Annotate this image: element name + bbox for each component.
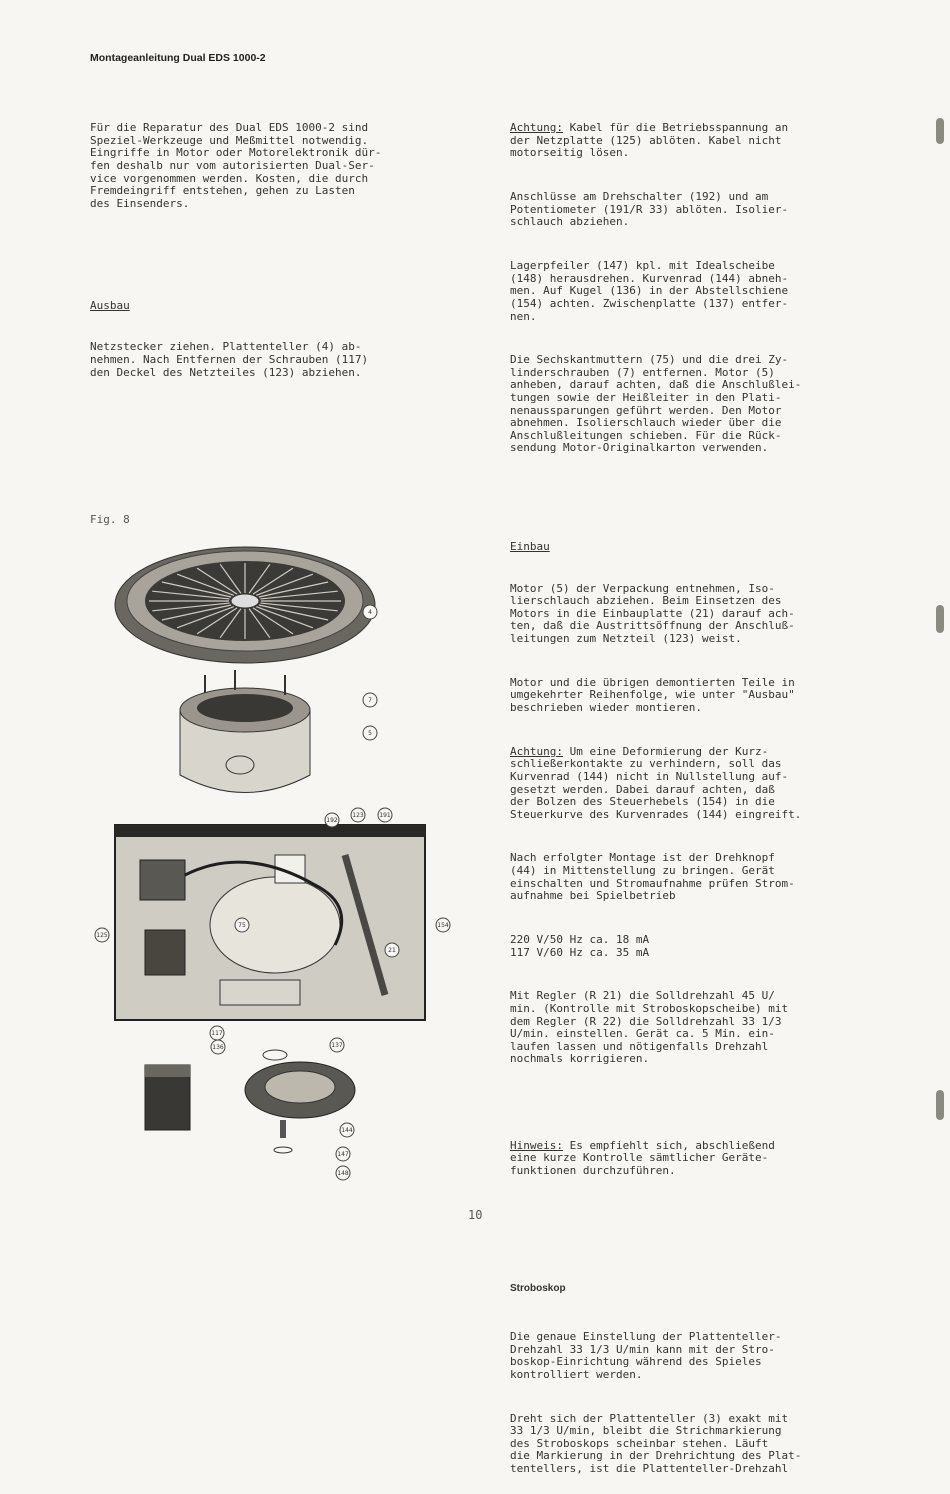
callout-label: 75	[238, 922, 246, 929]
callout-label: 5	[368, 730, 372, 737]
einbau-paragraph-1: Motor (5) der Verpackung entnehmen, Iso- lierschlauch abziehen. Beim Einsetzen des Motors in die Einbauplatte (21) darauf ach- ten, daß die Austrittsöffnung der Anschluß- leitungen zum Netzteil (123) weist.	[510, 581, 795, 645]
platter-drawing	[115, 547, 375, 663]
callout-label: 148	[337, 1170, 349, 1177]
stroboskop-paragraph-2: Dreht sich der Plattenteller (3) exakt mit 33 1/3 U/min, bleibt die Strichmarkierung des Stroboskops scheinbar stehen. Läuft die Markierung in der Drehrichtung des Plat- tentellers, ist die Plattenteller-Drehzahl	[510, 1411, 802, 1476]
callout-label: 123	[352, 812, 364, 819]
motor-drawing	[180, 670, 310, 793]
achtung-label: Achtung:	[510, 121, 563, 135]
callout-label: 4	[368, 609, 372, 616]
achtung-paragraph-2	[510, 746, 870, 822]
chassis-drawing	[115, 825, 425, 1020]
exploded-view-illustration	[85, 525, 465, 1177]
paragraph-anschluesse: Anschlüsse am Drehschalter (192) und am Potentiometer (191/R 33) ablöten. Isolier- schlauch abziehen.	[510, 190, 789, 229]
callout-label: 21	[388, 947, 396, 954]
hinweis-text: Es empfiehlt sich, abschließend eine kurze Kontrolle sämtlicher Geräte- funktionen durchzuführen.	[510, 1138, 775, 1177]
ausbau-heading: Ausbau	[90, 298, 130, 312]
einbau-heading: Einbau	[510, 539, 550, 553]
ausbau-paragraph: Netzstecker ziehen. Plattenteller (4) ab- nehmen. Nach Entfernen der Schrauben (117) den Deckel des Netzteiles (123) abziehen.	[90, 340, 369, 379]
callout-label: 192	[326, 817, 338, 824]
achtung-label: Achtung:	[510, 744, 563, 758]
paragraph-sechskantmuttern: Die Sechskantmuttern (75) und die drei Zy- linderschrauben (7) entfernen. Motor (5) anheben, darauf achten, daß die Anschlußlei- tungen sowie der Heißleiter in den Plati- nenaussparungen geführt werden. Den Motor abnehmen. Isolierschlauch wieder über die Anschlußleitungen schieben. Für die Rück- sendung Motor-Originalkarton verwenden.	[510, 353, 802, 455]
current-values: 220 V/50 Hz ca. 18 mA 117 V/60 Hz ca. 35 mA	[510, 933, 650, 959]
page-number: 10	[468, 1208, 483, 1222]
hinweis-paragraph	[510, 1140, 870, 1178]
callout-label: 117	[211, 1030, 223, 1037]
left-column	[90, 97, 450, 398]
right-column	[510, 97, 870, 1494]
einbau-paragraph-2: Motor und die übrigen demontierten Teile in umgekehrter Reihenfolge, wie unter "Ausbau" beschrieben wieder montieren.	[510, 675, 795, 714]
callout-label: 154	[437, 922, 449, 929]
document-title: Montageanleitung Dual EDS 1000-2	[90, 52, 266, 64]
einbau-paragraph-5: Mit Regler (R 21) die Solldrehzahl 45 U/ min. (Kontrolle mit Stroboskopscheibe) mit dem Regler (R 22) die Solldrehzahl 33 1/3 U/min. einstellen. Gerät ca. 5 Min. ein- laufen lassen und nötigenfalls Drehzahl nochmals korrigieren.	[510, 989, 789, 1066]
stroboskop-paragraph-1: Die genaue Einstellung der Plattenteller- Drehzahl 33 1/3 U/min kann mit der Stro- boskop-Einrichtung während des Spieles kontrolliert werden.	[510, 1330, 782, 1381]
achtung-text: Um eine Deformierung der Kurz- schließerkontakte zu verhindern, soll das Kurvenrad (144) nicht in Nullstellung auf- gesetzt werden. Dabei darauf achten, daß der Bolzen des Steuerhebels (154) in die Steuerkurve des Kurvenrades (144) eingreift.	[510, 744, 802, 821]
scan-edge-mark	[936, 605, 944, 633]
achtung-text: Kabel für die Betriebsspannung an der Netzplatte (125) ablöten. Kabel nicht motorseitig lösen.	[510, 121, 789, 160]
small-parts-drawing	[145, 1050, 355, 1153]
intro-paragraph: Für die Reparatur des Dual EDS 1000-2 sind Speziel-Werkzeuge und Meßmittel notwendig. Eingriffe in Motor oder Motorelektronik dür- fen deshalb nur vom autorisierten Dual-Ser- vice vorgenommen werden. Kosten, die durch Fremdeingriff entstehen, gehen zu Lasten des Einsenders.	[90, 121, 382, 210]
achtung-paragraph-1	[510, 122, 870, 160]
callout-label: 191	[379, 812, 391, 819]
callout-label: 136	[212, 1044, 224, 1051]
callout-label: 7	[368, 697, 372, 704]
figure-label: Fig. 8	[90, 513, 130, 526]
hinweis-label: Hinweis:	[510, 1138, 563, 1152]
stroboskop-heading: Stroboskop	[510, 1283, 566, 1295]
scan-edge-mark	[936, 118, 944, 144]
callout-label: 147	[337, 1151, 349, 1158]
callout-label: 125	[96, 932, 108, 939]
callout-label: 144	[341, 1127, 353, 1134]
einbau-paragraph-3: Nach erfolgter Montage ist der Drehknopf (44) in Mittenstellung zu bringen. Gerät einschalten und Stromaufnahme prüfen Strom- aufnahme bei Spielbetrieb	[510, 851, 795, 903]
scan-edge-mark	[936, 1090, 944, 1120]
callout-label: 137	[331, 1042, 343, 1049]
paragraph-lagerpfeiler: Lagerpfeiler (147) kpl. mit Idealscheibe (148) herausdrehen. Kurvenrad (144) abneh- men. Auf Kugel (136) in der Abstellschiene (154) achten. Zwischenplatte (137) entfer- nen.	[510, 259, 789, 323]
